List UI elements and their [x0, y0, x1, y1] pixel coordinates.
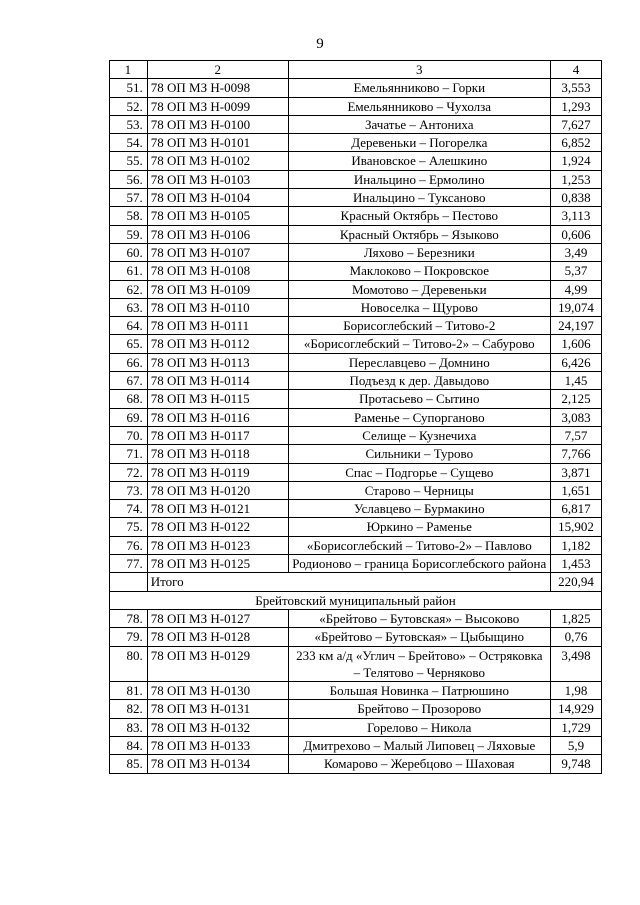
road-name: Спас – Подгорье – Сущево — [288, 463, 550, 481]
road-name: Брейтово – Прозорово — [288, 700, 550, 718]
header-col-4: 4 — [550, 61, 601, 79]
road-length: 1,45 — [550, 372, 601, 390]
row-number: 57. — [110, 189, 148, 207]
row-number: 68. — [110, 390, 148, 408]
road-name: Емельянниково – Чухолза — [288, 97, 550, 115]
road-length: 1,825 — [550, 609, 601, 627]
road-code: 78 ОП МЗ Н-0134 — [147, 755, 288, 773]
road-name: Красный Октябрь – Пестово — [288, 207, 550, 225]
road-length: 1,182 — [550, 536, 601, 554]
header-col-2: 2 — [147, 61, 288, 79]
road-name: Старово – Черницы — [288, 481, 550, 499]
road-code: 78 ОП МЗ Н-0107 — [147, 243, 288, 261]
table-row — [110, 189, 602, 207]
table-row — [110, 609, 602, 627]
road-code: 78 ОП МЗ Н-0101 — [147, 134, 288, 152]
road-name: Родионово – граница Борисоглебского района — [288, 555, 550, 573]
road-code: 78 ОП МЗ Н-0116 — [147, 408, 288, 426]
road-code: 78 ОП МЗ Н-0121 — [147, 500, 288, 518]
row-number: 78. — [110, 609, 148, 627]
road-length: 2,125 — [550, 390, 601, 408]
road-code: 78 ОП МЗ Н-0129 — [147, 646, 288, 682]
row-number: 85. — [110, 755, 148, 773]
road-name: Борисоглебский – Титово-2 — [288, 317, 550, 335]
header-col-1: 1 — [110, 61, 148, 79]
road-name: Ляхово – Березники — [288, 243, 550, 261]
road-length: 0,606 — [550, 225, 601, 243]
road-name: «Борисоглебский – Титово-2» – Павлово — [288, 536, 550, 554]
road-code: 78 ОП МЗ Н-0099 — [147, 97, 288, 115]
road-length: 3,498 — [550, 646, 601, 682]
road-code: 78 ОП МЗ Н-0104 — [147, 189, 288, 207]
road-code: 78 ОП МЗ Н-0113 — [147, 353, 288, 371]
road-length: 15,902 — [550, 518, 601, 536]
table-row — [110, 463, 602, 481]
road-code: 78 ОП МЗ Н-0111 — [147, 317, 288, 335]
table-row — [110, 207, 602, 225]
road-name: Инальцино – Туксаново — [288, 189, 550, 207]
row-number: 54. — [110, 134, 148, 152]
road-name: Переславцево – Домнино — [288, 353, 550, 371]
road-code: 78 ОП МЗ Н-0122 — [147, 518, 288, 536]
road-name: 233 км а/д «Углич – Брейтово» – Остряковка – Телятово – Черняково — [288, 646, 550, 682]
road-name: Большая Новинка – Патрюшино — [288, 682, 550, 700]
header-col-3: 3 — [288, 61, 550, 79]
table-row — [110, 152, 602, 170]
row-number: 59. — [110, 225, 148, 243]
table-row — [110, 445, 602, 463]
row-number: 77. — [110, 555, 148, 573]
road-name: Горелово – Никола — [288, 718, 550, 736]
road-name: Деревеньки – Погорелка — [288, 134, 550, 152]
table-row — [110, 736, 602, 754]
road-name: Момотово – Деревеньки — [288, 280, 550, 298]
row-number: 58. — [110, 207, 148, 225]
row-number: 69. — [110, 408, 148, 426]
road-length: 1,293 — [550, 97, 601, 115]
row-number: 64. — [110, 317, 148, 335]
road-length: 0,76 — [550, 628, 601, 646]
row-number: 74. — [110, 500, 148, 518]
row-number: 66. — [110, 353, 148, 371]
road-length: 1,729 — [550, 718, 601, 736]
row-number: 79. — [110, 628, 148, 646]
road-code: 78 ОП МЗ Н-0115 — [147, 390, 288, 408]
road-code: 78 ОП МЗ Н-0119 — [147, 463, 288, 481]
road-length: 3,553 — [550, 79, 601, 97]
road-code: 78 ОП МЗ Н-0127 — [147, 609, 288, 627]
row-number: 51. — [110, 79, 148, 97]
row-number: 83. — [110, 718, 148, 736]
table-row — [110, 353, 602, 371]
road-name: Подъезд к дер. Давыдово — [288, 372, 550, 390]
road-length: 5,37 — [550, 262, 601, 280]
table-row — [110, 408, 602, 426]
region-title: Брейтовский муниципальный район — [110, 591, 602, 609]
road-name: Емельянниково – Горки — [288, 79, 550, 97]
road-code: 78 ОП МЗ Н-0132 — [147, 718, 288, 736]
table-row — [110, 298, 602, 316]
road-code: 78 ОП МЗ Н-0106 — [147, 225, 288, 243]
road-name: Маклоково – Покровское — [288, 262, 550, 280]
road-length: 6,852 — [550, 134, 601, 152]
table-row — [110, 280, 602, 298]
region-row — [110, 591, 602, 609]
table-row — [110, 170, 602, 188]
road-length: 24,197 — [550, 317, 601, 335]
roads-table — [109, 60, 602, 774]
road-code: 78 ОП МЗ Н-0125 — [147, 555, 288, 573]
road-name: Дмитрехово – Малый Липовец – Ляховые — [288, 736, 550, 754]
row-number: 71. — [110, 445, 148, 463]
road-code: 78 ОП МЗ Н-0098 — [147, 79, 288, 97]
road-length: 1,253 — [550, 170, 601, 188]
road-length: 1,606 — [550, 335, 601, 353]
row-number: 76. — [110, 536, 148, 554]
total-value: 220,94 — [550, 573, 601, 591]
header-row — [110, 61, 602, 79]
row-number: 61. — [110, 262, 148, 280]
total-label: Итого — [147, 573, 550, 591]
road-length: 7,627 — [550, 115, 601, 133]
row-number: 52. — [110, 97, 148, 115]
row-number: 84. — [110, 736, 148, 754]
road-length: 7,766 — [550, 445, 601, 463]
table-row — [110, 134, 602, 152]
road-code: 78 ОП МЗ Н-0120 — [147, 481, 288, 499]
road-code: 78 ОП МЗ Н-0112 — [147, 335, 288, 353]
total-empty-cell — [110, 573, 148, 591]
road-name: Уславцево – Бурмакино — [288, 500, 550, 518]
road-name: Протасьево – Сытино — [288, 390, 550, 408]
row-number: 55. — [110, 152, 148, 170]
table-row — [110, 372, 602, 390]
road-length: 3,49 — [550, 243, 601, 261]
road-length: 7,57 — [550, 426, 601, 444]
table-row — [110, 700, 602, 718]
table-row — [110, 755, 602, 773]
road-name: «Брейтово – Бутовская» – Высоково — [288, 609, 550, 627]
road-code: 78 ОП МЗ Н-0109 — [147, 280, 288, 298]
table-row — [110, 97, 602, 115]
road-length: 3,113 — [550, 207, 601, 225]
road-code: 78 ОП МЗ Н-0114 — [147, 372, 288, 390]
row-number: 62. — [110, 280, 148, 298]
table-row — [110, 335, 602, 353]
total-row — [110, 573, 602, 591]
road-length: 3,083 — [550, 408, 601, 426]
row-number: 60. — [110, 243, 148, 261]
road-name: Селище – Кузнечиха — [288, 426, 550, 444]
table-row — [110, 243, 602, 261]
table-row — [110, 317, 602, 335]
table-row — [110, 718, 602, 736]
road-length: 1,651 — [550, 481, 601, 499]
page-number: 9 — [316, 36, 324, 52]
row-number: 63. — [110, 298, 148, 316]
row-number: 75. — [110, 518, 148, 536]
road-code: 78 ОП МЗ Н-0131 — [147, 700, 288, 718]
road-name: Комарово – Жеребцово – Шаховая — [288, 755, 550, 773]
table-row — [110, 536, 602, 554]
road-name: «Борисоглебский – Титово-2» – Сабурово — [288, 335, 550, 353]
row-number: 67. — [110, 372, 148, 390]
table-row — [110, 646, 602, 682]
road-code: 78 ОП МЗ Н-0133 — [147, 736, 288, 754]
road-code: 78 ОП МЗ Н-0105 — [147, 207, 288, 225]
road-length: 1,453 — [550, 555, 601, 573]
row-number: 53. — [110, 115, 148, 133]
road-length: 1,98 — [550, 682, 601, 700]
row-number: 81. — [110, 682, 148, 700]
row-number: 72. — [110, 463, 148, 481]
table-row — [110, 628, 602, 646]
table-row — [110, 390, 602, 408]
road-code: 78 ОП МЗ Н-0102 — [147, 152, 288, 170]
row-number: 70. — [110, 426, 148, 444]
table-row — [110, 262, 602, 280]
table-row — [110, 500, 602, 518]
row-number: 80. — [110, 646, 148, 682]
road-name: Зачатье – Антониха — [288, 115, 550, 133]
road-name: «Брейтово – Бутовская» – Цыбыщино — [288, 628, 550, 646]
road-length: 5,9 — [550, 736, 601, 754]
road-length: 19,074 — [550, 298, 601, 316]
road-length: 0,838 — [550, 189, 601, 207]
row-number: 82. — [110, 700, 148, 718]
table-row — [110, 79, 602, 97]
row-number: 56. — [110, 170, 148, 188]
road-code: 78 ОП МЗ Н-0117 — [147, 426, 288, 444]
road-code: 78 ОП МЗ Н-0103 — [147, 170, 288, 188]
road-code: 78 ОП МЗ Н-0118 — [147, 445, 288, 463]
road-length: 4,99 — [550, 280, 601, 298]
row-number: 73. — [110, 481, 148, 499]
road-length: 3,871 — [550, 463, 601, 481]
road-name: Ивановское – Алешкино — [288, 152, 550, 170]
road-name: Красный Октябрь – Языково — [288, 225, 550, 243]
road-code: 78 ОП МЗ Н-0123 — [147, 536, 288, 554]
table-row — [110, 225, 602, 243]
table-row — [110, 555, 602, 573]
road-code: 78 ОП МЗ Н-0130 — [147, 682, 288, 700]
road-name: Новоселка – Щурово — [288, 298, 550, 316]
road-name: Юркино – Раменье — [288, 518, 550, 536]
table-row — [110, 481, 602, 499]
road-length: 6,426 — [550, 353, 601, 371]
road-length: 9,748 — [550, 755, 601, 773]
road-length: 6,817 — [550, 500, 601, 518]
road-length: 1,924 — [550, 152, 601, 170]
road-code: 78 ОП МЗ Н-0100 — [147, 115, 288, 133]
road-code: 78 ОП МЗ Н-0110 — [147, 298, 288, 316]
road-name: Сильники – Турово — [288, 445, 550, 463]
table-row — [110, 518, 602, 536]
table-row — [110, 115, 602, 133]
row-number: 65. — [110, 335, 148, 353]
road-length: 14,929 — [550, 700, 601, 718]
road-code: 78 ОП МЗ Н-0108 — [147, 262, 288, 280]
road-name: Раменье – Супорганово — [288, 408, 550, 426]
table-row — [110, 682, 602, 700]
road-name: Инальцино – Ермолино — [288, 170, 550, 188]
table-row — [110, 426, 602, 444]
road-code: 78 ОП МЗ Н-0128 — [147, 628, 288, 646]
